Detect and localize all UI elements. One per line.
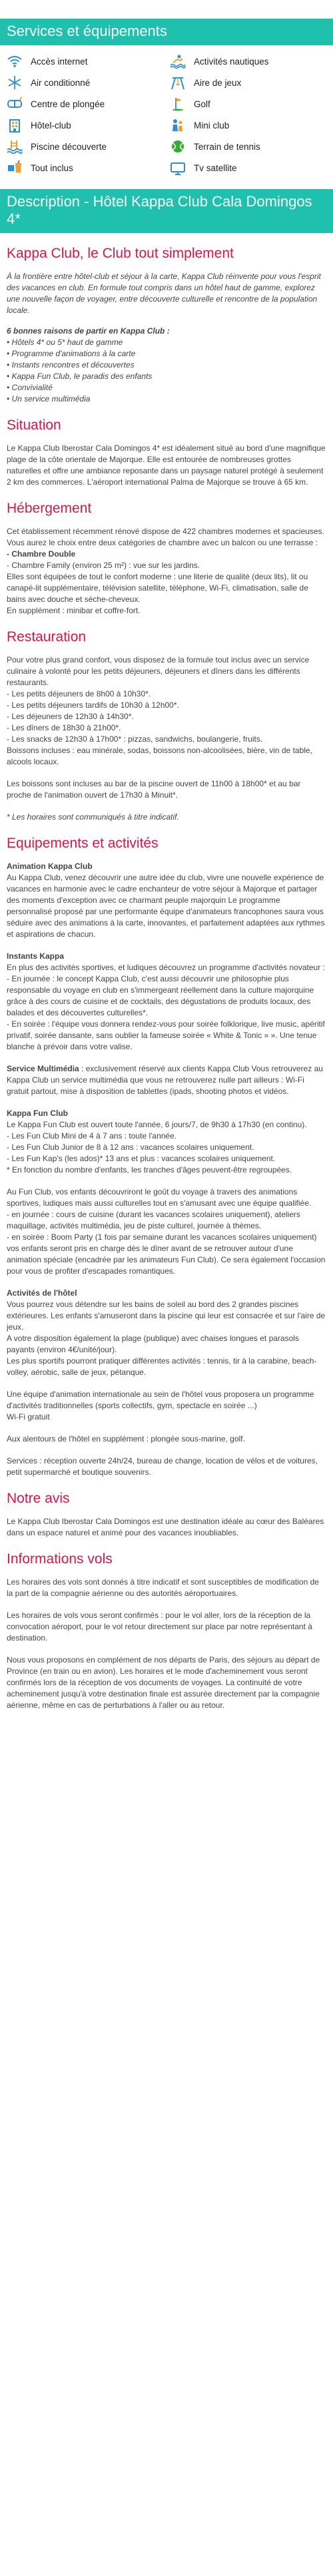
hebergement-text: Cet établissement récemment rénové dispose de 422 chambres modernes et spacieuses. Vous aurez le choix entre deux catégories de chambre avec un balcon ou une terrasse : xyxy=(7,527,324,547)
infos-heading: Informations vols xyxy=(7,1551,113,1567)
activites-heading: Equipements et activités xyxy=(7,836,159,851)
instants-evening: - En soirée : l'équipe vous donnera rendez-vous pour soirée folklorique, live music, apéritif privatif, soirée dansante, sans oublier la fameuse soirée « White & Tonic » ». Une tenue blanche à prévoir dans votre valise. xyxy=(7,1019,325,1051)
service-item: Air conditionné xyxy=(7,75,163,91)
instants-subheading: Instants Kappa xyxy=(7,951,65,961)
playground-icon xyxy=(170,75,186,91)
room-equipment: Elles sont équipées de tout le confort moderne : une literie de qualité (deux lits), lit ou canapé-lit supplémentaire, télévision satellite, téléphone, Wi-Fi, climatisation, salle de bains avec douche et sèche-cheveux. xyxy=(7,572,308,604)
hotel-activities-subheading: Activités de l'hôtel xyxy=(7,1288,77,1298)
animation-subheading: Animation Kappa Club xyxy=(7,862,93,871)
animation-text: Au Kappa Club, venez découvrir une autre idée du club, vivre une nouvelle expérience de vacances en harmonie avec le cadre enchanteur de votre séjour à Majorque et partager des moments d'exception avec ce charmant peuple majorquin Le programme personnalisé proposé par une performante équipe d'animateurs francophones saura vous séduire avec des animations à la carte, innovantes, et parfaitement adaptées aux rythmes et aspirations de chacun. xyxy=(7,873,325,939)
list-item: • Programme d'animations à la carte xyxy=(7,349,136,358)
funclub-day: - en journée : cours de cuisine (durant les vacances scolaires uniquement), ateliers maquillage, activités multimédia, jeu de piste culturel, journée à thèmes. xyxy=(7,1210,300,1230)
description-band xyxy=(0,189,333,233)
services-band xyxy=(0,19,333,45)
room-double: - Chambre Double xyxy=(7,549,76,559)
international-team-text: Une équipe d'animation internationale au sein de l'hôtel vous proposera un programme d'activités traditionnelles (sports collectifs, gym, spectacle en soirée ...) xyxy=(7,1390,314,1410)
water-activity-icon xyxy=(170,53,186,69)
hotel-club-icon xyxy=(7,117,23,133)
mini-club-icon xyxy=(170,117,186,133)
meal-line: - Les snacks de 12h30 à 17h00* : pizzas, sandwichs, boulangerie, fruits. xyxy=(7,734,263,744)
list-item: • Instants rencontres et découvertes xyxy=(7,360,135,370)
avis-heading: Notre avis xyxy=(7,1491,70,1506)
room-family: - Chambre Family (environ 25 m²) : vue sur les jardins. xyxy=(7,561,200,570)
meal-line: - Les déjeuners de 12h30 à 14h30*. xyxy=(7,712,134,721)
multimedia-subheading: Service Multimédia xyxy=(7,1064,79,1073)
drinks-line: Boissons incluses : eau minérale, sodas, boissons non-alcoolisées, bière, vin de table, alcools locaux. xyxy=(7,746,312,766)
description-content xyxy=(0,245,333,1711)
funclub-line: - Les Fun Club Junior de 8 à 12 ans : vacances scolaires uniquement. xyxy=(7,1143,254,1152)
surroundings-text: Aux alentours de l'hôtel en supplément : plongée sous-marine, golf. xyxy=(7,1434,245,1443)
services-title: Services et équipements xyxy=(7,23,167,39)
instants-day: - En journée : le concept Kappa Club, c'est aussi découvrir une philosophie plus responsable du voyage en club en s'immergeant réellement dans la culture majorquine grâce à des cours de cuisine et de cocktails, des dégustations de produits locaux, des balades et des découvertes culturelles*. xyxy=(7,974,314,1017)
multimedia-paragraph xyxy=(7,1063,326,1097)
pool-icon xyxy=(7,138,23,154)
service-item: Centre de plongée xyxy=(7,96,163,112)
instants-intro: En plus des activités sportives, et ludiques découvrez un programme d'activités novateur : xyxy=(7,963,325,972)
infos-text-1: Les horaires des vols sont donnés à titre indicatif et sont susceptibles de modification de la part de la compagnie aérienne ou des autorités aéroportuaires. xyxy=(7,1577,319,1598)
service-item: Piscine découverte xyxy=(7,138,163,154)
infos-text-3: Nous vous proposons en complément de nos départs de Paris, des séjours au départ de Province (en train ou en avion). Les horaires et le mode d'acheminement vous seront confirmés lors de la réception de vos documents de voyages. La continuité de votre acheminement jusqu'à votre destination finale est assurée directement par la compagnie aérienne, même en cas de perturbations à l'aller ou au retour. xyxy=(7,1655,320,1710)
services-text: Services : réception ouverte 24h/24, bureau de change, location de vélos et de voitures, petit supermarché et boutique souvenirs. xyxy=(7,1456,318,1477)
funclub-line: Le Kappa Fun Club est ouvert toute l'année, 6 jours/7, de 9h30 à 17h30 (en continu). xyxy=(7,1120,307,1129)
hotel-activities-line: Les plus sportifs pourront pratiquer différentes activités : tennis, tir à la carabine, beach-volley, aérobic, salle de jeux, pétanque. xyxy=(7,1356,317,1377)
room-extra: En supplément : minibar et coffre-fort. xyxy=(7,606,141,615)
meal-line: - Les dîners de 18h30 à 21h00*. xyxy=(7,723,121,732)
service-item: Activités nautiques xyxy=(170,53,326,69)
service-item: Hôtel-club xyxy=(7,117,163,133)
funclub-evening: - en soirée : Boom Party (1 fois par semaine durant les vacances scolaires uniquement) vos enfants seront pris en charge dès le dîner avant de se retrouver autour d'une animation spéciale (encadrée par les animateurs Fun Club). Ce sera également l'occasion pour vous de profiter d'escapades romantiques. xyxy=(7,1232,326,1276)
reasons-list xyxy=(7,337,326,405)
multimedia-text: : exclusivement réservé aux clients Kappa Club Vous retrouverez au Kappa Club un service multimédia que vous ne retrouverez nulle part ailleurs : Wi-Fi gratuit partout, mise à disposition de tablettes (ipads, shooting photos et vidéos. xyxy=(7,1064,323,1096)
restauration-text: Pour votre plus grand confort, vous disposez de la formule tout inclus avec un service culinaire à volonté pour les petits déjeuners, déjeuners et dîners dans les différents restaurants. xyxy=(7,655,310,687)
service-item: Mini club xyxy=(170,117,326,133)
list-item: • Convivialité xyxy=(7,383,53,392)
tennis-icon xyxy=(170,138,186,154)
service-item: Golf xyxy=(170,96,326,112)
situation-text: Le Kappa Club Iberostar Cala Domingos 4* est idéalement situé au bord d'une magnifique plage de la côte orientale de Majorque. Elle est entourée de nombreuses grottes naturelles et offre une ambiance reposante dans un paysage naturel protégé à seulement 2 km des commerces. L'aéroport international Palma de Majorque se trouve à 65 km. xyxy=(7,443,326,487)
wifi-text: Wi-Fi gratuit xyxy=(7,1412,50,1421)
hotel-activities-line: Vous pourrez vous détendre sur les bains de soleil au bord des 2 grandes piscines extérieures. Les enfants s'amuseront dans la piscine qui leur est consacrée et sur l'aire de jeux. xyxy=(7,1300,326,1332)
funclub-line: - Les Fun Club Mini de 4 à 7 ans : toute l'année. xyxy=(7,1131,177,1141)
diving-icon xyxy=(7,96,23,112)
avis-text: Le Kappa Club Iberostar Cala Domingos est une destination idéale au cœur des Baléares dans un espace naturel et animé pour des vacances inoubliables. xyxy=(7,1517,324,1537)
services-grid xyxy=(0,48,333,186)
intro-text: À la frontière entre hôtel-club et séjour à la carte, Kappa Club réinvente pour vous l'esprit des vacances en club. En formule tout compris dans un hôtel haut de gamme, explorez une nouvelle façon de voyager, entre découverte culturelle et rencontre de la population locale. xyxy=(7,272,321,315)
funclub-line: - Les Fun Kap's (les ados)* 13 ans et plus : vacances scolaires uniquement. xyxy=(7,1154,276,1163)
situation-heading: Situation xyxy=(7,417,61,433)
reasons-title: 6 bonnes raisons de partir en Kappa Club : xyxy=(7,326,170,336)
description-title: Description - Hôtel Kappa Club Cala Domingos 4* xyxy=(7,193,312,227)
funclub-text: Au Fun Club, vos enfants découvriront le goût du voyage à travers des animations sportives, ludiques mais aussi culturelles tout en s'amusant avec une équipe qualifiée. xyxy=(7,1187,312,1208)
service-item: Terrain de tennis xyxy=(170,138,326,154)
air-conditioning-icon xyxy=(7,75,23,91)
funclub-line: * En fonction du nombre d'enfants, les tranches d'âges peuvent-être regroupées. xyxy=(7,1165,292,1174)
list-item: • Hôtels 4* ou 5* haut de gamme xyxy=(7,338,123,347)
restauration-heading: Restauration xyxy=(7,629,87,644)
hebergement-heading: Hébergement xyxy=(7,501,92,516)
infos-text-2: Les horaires de vols vous seront confirmés : pour le vol aller, lors de la réception de la convocation aéroport, pour le vol retour directement sur place par notre représentant à destination. xyxy=(7,1611,312,1643)
service-item: Tout inclus xyxy=(7,160,163,176)
list-item: • Kappa Fun Club, le paradis des enfants xyxy=(7,372,153,381)
hours-note: * Les horaires sont communiqués à titre indicatif. xyxy=(7,812,179,822)
service-item: Accès internet xyxy=(7,53,163,69)
funclub-subheading: Kappa Fun Club xyxy=(7,1109,68,1118)
golf-icon xyxy=(170,96,186,112)
all-inclusive-icon xyxy=(7,160,23,176)
hotel-activities-line: A votre disposition également la plage (publique) avec chaises longues et parasols payants (environ 4€/unité/jour). xyxy=(7,1334,299,1354)
meal-line: - Les petits déjeuners de 8h00 à 10h30*. xyxy=(7,689,151,698)
service-item: Aire de jeux xyxy=(170,75,326,91)
wifi-icon xyxy=(7,53,23,69)
list-item: • Un service multimédia xyxy=(7,394,91,403)
intro-heading: Kappa Club, le Club tout simplement xyxy=(7,246,234,261)
tv-icon xyxy=(170,160,186,176)
service-item: Tv satellite xyxy=(170,160,326,176)
bar-text: Les boissons sont incluses au bar de la piscine ouvert de 11h00 à 18h00* et au bar proche de l'animation ouvert de 17h30 à Minuit*. xyxy=(7,779,301,800)
meal-line: - Les petits déjeuners tardifs de 10h30 à 12h00*. xyxy=(7,700,179,710)
